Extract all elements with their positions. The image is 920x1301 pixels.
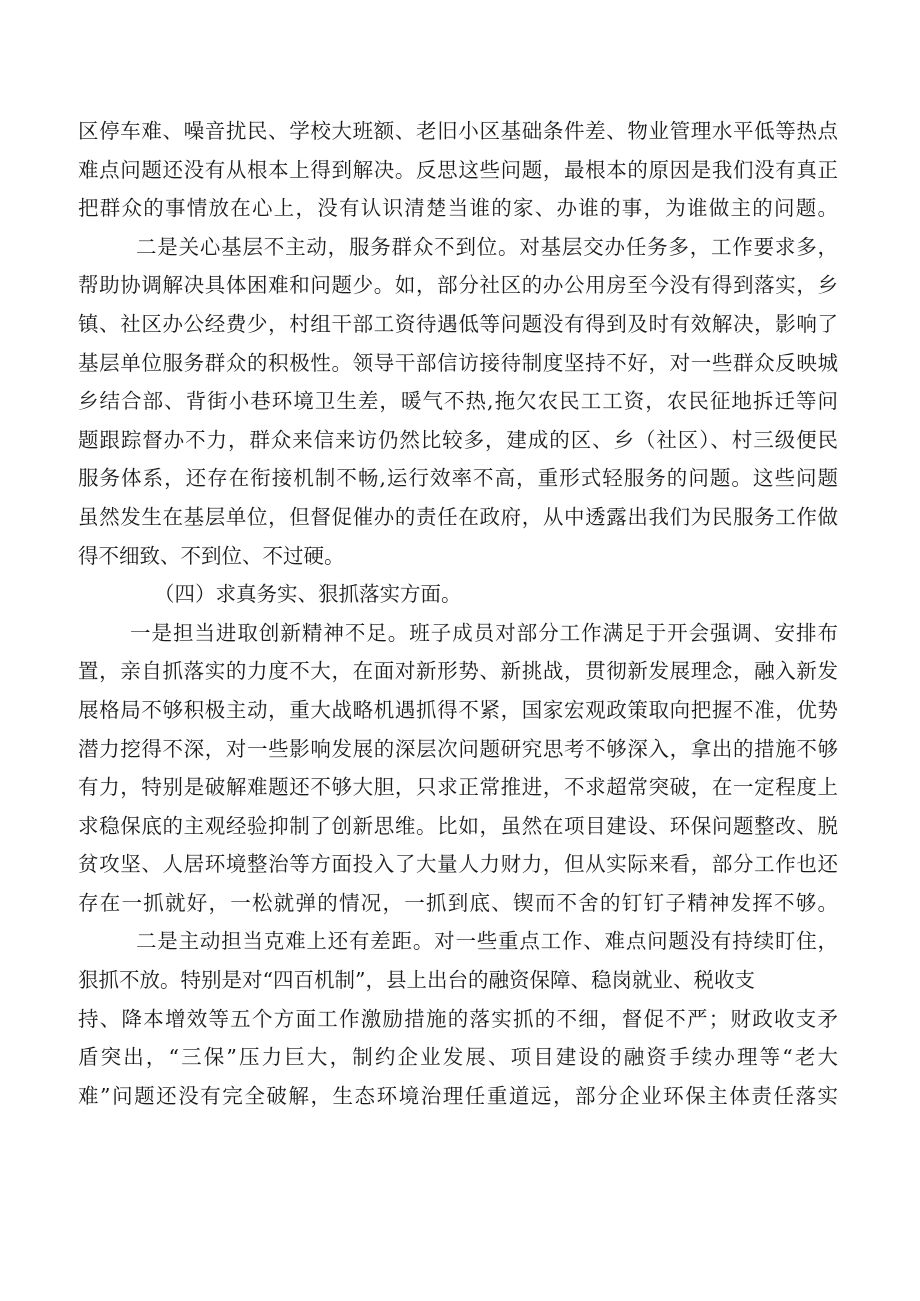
text-line: 难”问题还没有完全破解，生态环境治理任重道远，部分企业环保主体责任落实 bbox=[78, 1083, 838, 1108]
text-line: 题跟踪督办不力，群众来信来访仍然比较多，建成的区、乡（社区）、村三级便民 bbox=[78, 427, 838, 452]
text-line: 把群众的事情放在心上，没有认识清楚当谁的家、办谁的事，为谁做主的问题。 bbox=[78, 196, 838, 221]
text-line: 盾突出，“三保”压力巨大，制约企业发展、项目建设的融资手续办理等“老大 bbox=[78, 1045, 838, 1070]
paragraph-first-line: 一是担当进取创新精神不足。班子成员对部分工作满足于开会强调、安排布 bbox=[130, 620, 838, 645]
text-line: 置，亲自抓落实的力度不大，在面对新形势、新挑战，贯彻新发展理念，融入新发 bbox=[78, 659, 838, 684]
text-line: 存在一抓就好，一松就弹的情况，一抓到底、锲而不舍的钉钉子精神发挥不够。 bbox=[78, 890, 838, 915]
text-line: 基层单位服务群众的积极性。领导干部信访接待制度坚持不好，对一些群众反映城 bbox=[78, 350, 838, 375]
text-line: 持、降本增效等五个方面工作激励措施的落实抓的不细，督促不严；财政收支矛 bbox=[78, 1006, 838, 1031]
text-line: 服务体系，还存在衔接机制不畅,运行效率不高，重形式轻服务的问题。这些问题 bbox=[78, 466, 838, 491]
text-line: 有力，特别是破解难题还不够大胆，只求正常推进，不求超常突破，在一定程度上 bbox=[78, 775, 838, 800]
document-body bbox=[78, 112, 838, 1115]
text-line: 潜力挖得不深，对一些影响发展的深层次问题研究思考不够深入，拿出的措施不够 bbox=[78, 736, 838, 761]
text-line: 虽然发生在基层单位，但督促催办的责任在政府，从中透露出我们为民服务工作做 bbox=[78, 504, 838, 529]
paragraph-first-line: 二是主动担当克难上还有差距。对一些重点工作、难点问题没有持续盯住， bbox=[136, 929, 838, 954]
text-line: 乡结合部、背街小巷环境卫生差，暖气不热,拖欠农民工工资，农民征地拆迁等问 bbox=[78, 389, 838, 414]
text-line: 贫攻坚、人居环境整治等方面投入了大量人力财力，但从实际来看，部分工作也还 bbox=[78, 852, 838, 877]
text-line: 展格局不够积极主动，重大战略机遇抓得不紧，国家宏观政策取向把握不准，优势 bbox=[78, 697, 838, 722]
text-line: 镇、社区办公经费少，村组干部工资待遇低等问题没有得到及时有效解决，影响了 bbox=[78, 311, 838, 336]
text-line: 求稳保底的主观经验抑制了创新思维。比如，虽然在项目建设、环保问题整改、脱 bbox=[78, 813, 838, 838]
text-line: 狠抓不放。特别是对“四百机制”，县上出台的融资保障、稳岗就业、税收支 bbox=[78, 968, 755, 993]
text-line: 得不细致、不到位、不过硬。 bbox=[78, 543, 345, 568]
text-line: 帮助协调解决具体困难和问题少。如，部分社区的办公用房至今没有得到落实，乡 bbox=[78, 273, 838, 298]
section-heading: （四）求真务实、狠抓落实方面。 bbox=[154, 582, 462, 607]
text-line: 区停车难、噪音扰民、学校大班额、老旧小区基础条件差、物业管理水平低等热点 bbox=[78, 119, 838, 143]
text-line: 难点问题还没有从根本上得到解决。反思这些问题，最根本的原因是我们没有真正 bbox=[78, 157, 838, 182]
paragraph-first-line: 二是关心基层不主动，服务群众不到位。对基层交办任务多，工作要求多， bbox=[136, 234, 838, 259]
